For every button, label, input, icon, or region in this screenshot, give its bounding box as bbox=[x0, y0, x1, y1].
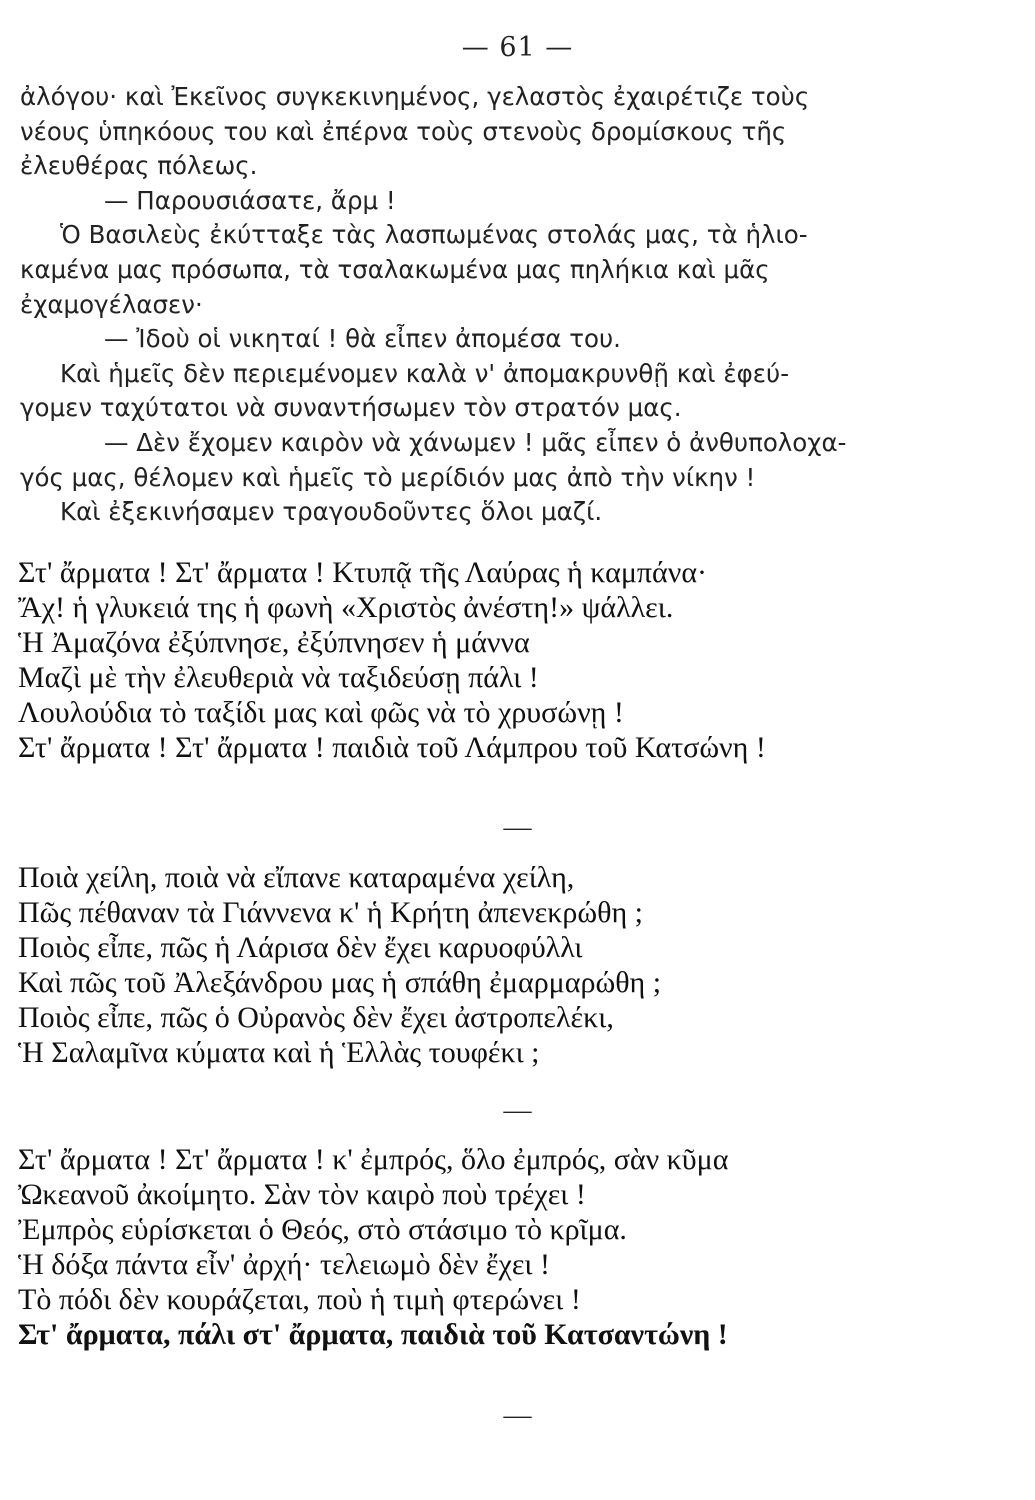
prose-line: ἀλόγου· καὶ Ἐκεῖνος συγκεκινημένος, γελαστὸς ἐχαιρέτιζε τοὺς bbox=[20, 82, 810, 111]
verse-line: Στ' ἄρματα ! Στ' ἄρματα ! Κτυπᾷ τῆς Λαύρας ἡ καμπάνα· bbox=[18, 556, 708, 589]
prose-line: γός μας, θέλομεν καὶ ἡμεῖς τὸ μερίδιόν μας ἀπὸ τὴν νίκην ! bbox=[20, 462, 756, 492]
prose-line: καμένα μας πρόσωπα, τὰ τσαλακωμένα μας πηλήκια καὶ μᾶς bbox=[20, 254, 770, 284]
prose-line: — Ἰδοὺ οἱ νικηταί ! θὰ εἶπεν ἀπομέσα του. bbox=[104, 324, 621, 354]
poem-stanza-1 bbox=[18, 555, 1018, 765]
verse-line: Ἡ Ἀμαζόνα ἐξύπνησε, ἐξύπνησεν ἡ μάννα bbox=[18, 626, 530, 659]
prose-line: Καὶ ἡμεῖς δὲν περιεμένομεν καλὰ ν' ἀπομακρυνθῇ καὶ ἐφεύ- bbox=[60, 358, 790, 388]
verse-line: Στ' ἄρματα ! Στ' ἄρματα ! κ' ἐμπρός, ὅλο ἐμπρός, σὰν κῦμα bbox=[18, 1143, 729, 1176]
verse-line: Στ' ἄρματα, πάλι στ' ἄρματα, παιδιὰ τοῦ Κατσαντώνη ! bbox=[18, 1318, 728, 1351]
verse-line: Ὠκεανοῦ ἀκοίμητο. Σὰν τὸν καιρὸ ποὺ τρέχει ! bbox=[18, 1178, 586, 1211]
verse-line: Καὶ πῶς τοῦ Ἀλεξάνδρου μας ἡ σπάθη ἐμαρμαρώθη ; bbox=[18, 966, 662, 999]
verse-line: Στ' ἄρματα ! Στ' ἄρματα ! παιδιὰ τοῦ Λάμπρου τοῦ Κατσώνη ! bbox=[18, 731, 766, 764]
stanza-separator: — bbox=[503, 1400, 532, 1431]
verse-line: Ἡ Σαλαμῖνα κύματα καὶ ἡ Ἑλλὰς τουφέκι ; bbox=[18, 1036, 540, 1069]
prose-line: — Δὲν ἔχομεν καιρὸν νὰ χάνωμεν ! μᾶς εἶπεν ὁ ἀνθυπολοχα- bbox=[104, 427, 847, 457]
verse-line: Ἡ δόξα πάντα εἶν' ἀρχή· τελειωμὸ δὲν ἔχει ! bbox=[18, 1248, 550, 1281]
verse-line: Πῶς πέθαναν τὰ Γιάννενα κ' ἡ Κρήτη ἀπενεκρώθη ; bbox=[18, 896, 643, 929]
prose-line: γομεν ταχύτατοι νὰ συναντήσωμεν τὸν στρατόν μας. bbox=[20, 393, 682, 423]
verse-line: Ποιὰ χείλη, ποιὰ νὰ εἴπανε καταραμένα χείλη, bbox=[18, 861, 575, 894]
prose-line: ἐλευθέρας πόλεως. bbox=[20, 151, 258, 181]
prose-line: ἐχαμογέλασεν· bbox=[20, 289, 203, 319]
poem-stanza-3 bbox=[18, 1142, 1018, 1352]
verse-line: Μαζὶ μὲ τὴν ἐλευθεριὰ νὰ ταξιδεύσῃ πάλι ! bbox=[18, 661, 539, 694]
verse-line: Ποιὸς εἶπε, πῶς ὁ Οὐρανὸς δὲν ἔχει ἀστροπελέκι, bbox=[18, 1001, 614, 1034]
prose-line: Ὁ Βασιλεὺς ἐκύτταξε τὰς λασπωμένας στολάς μας, τὰ ἡλιο- bbox=[60, 220, 808, 250]
stanza-separator: — bbox=[503, 812, 532, 843]
verse-line: Ἄχ! ἡ γλυκειά της ἡ φωνὴ «Χριστὸς ἀνέστη!» ψάλλει. bbox=[18, 591, 674, 624]
prose-paragraphs bbox=[20, 80, 1010, 530]
verse-line: Λουλούδια τὸ ταξίδι μας καὶ φῶς νὰ τὸ χρυσώνῃ ! bbox=[18, 696, 624, 729]
verse-line: Τὸ πόδι δὲν κουράζεται, ποὺ ἡ τιμὴ φτερώνει ! bbox=[18, 1283, 581, 1316]
prose-line: Καὶ ἐξεκινήσαμεν τραγουδοῦντες ὅλοι μαζί. bbox=[60, 497, 603, 527]
poem-stanza-2 bbox=[18, 860, 1018, 1070]
prose-line: — Παρουσιάσατε, ἄρμ ! bbox=[104, 185, 396, 215]
page-number: — 61 — bbox=[461, 32, 574, 63]
verse-line: Ἐμπρὸς εὑρίσκεται ὁ Θεός, στὸ στάσιμο τὸ κρῖμα. bbox=[18, 1213, 627, 1246]
prose-line: νέους ὑπηκόους του καὶ ἐπέρνα τοὺς στενοὺς δρομίσκους τῆς bbox=[20, 116, 787, 146]
verse-line: Ποιὸς εἶπε, πῶς ἡ Λάρισα δὲν ἔχει καρυοφύλλι bbox=[18, 931, 583, 964]
stanza-separator: — bbox=[503, 1095, 532, 1126]
